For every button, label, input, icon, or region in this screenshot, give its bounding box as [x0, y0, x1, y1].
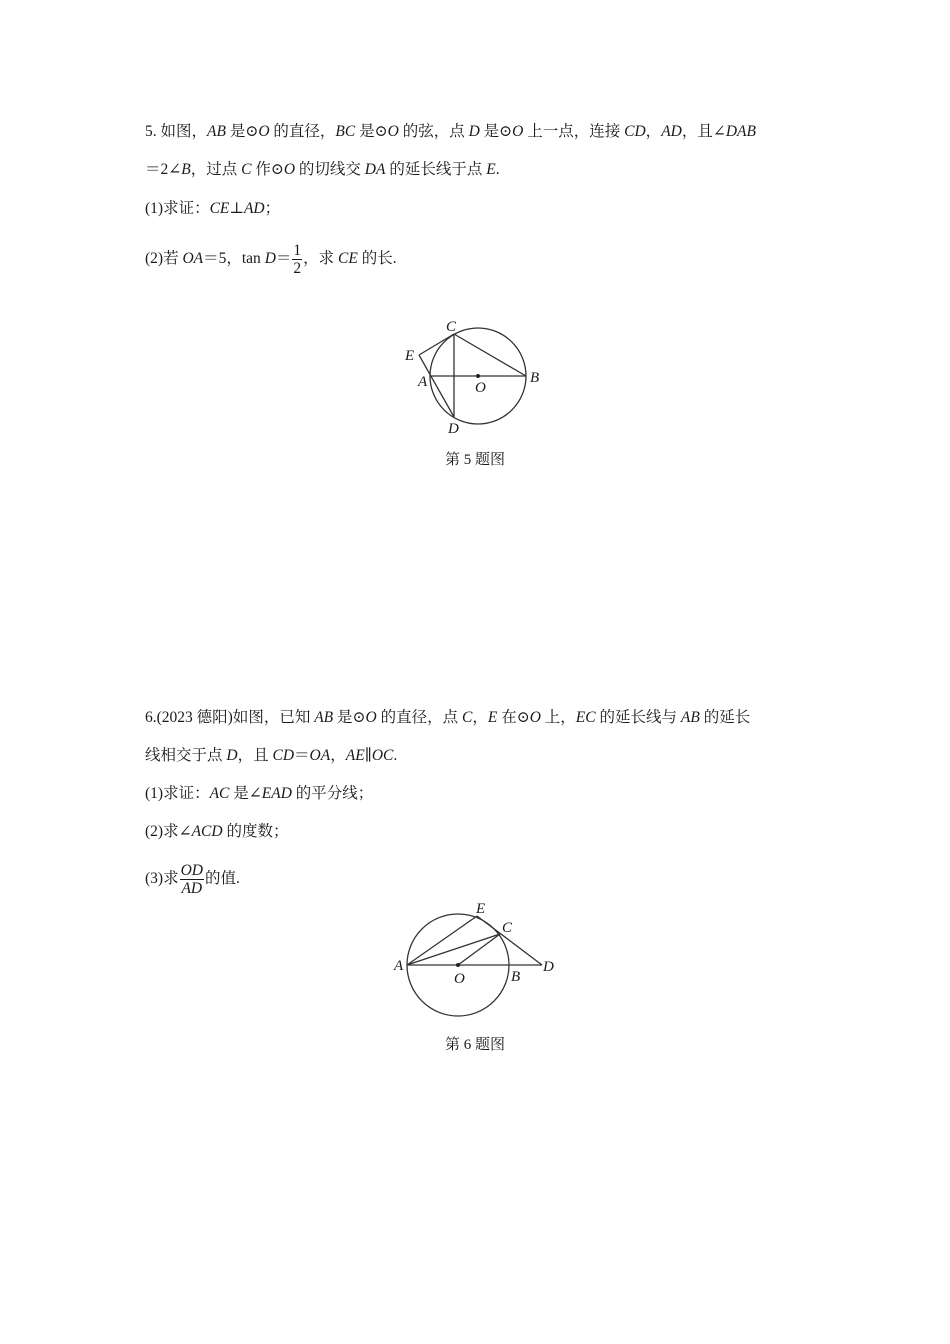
chord-ac: [407, 934, 500, 965]
problem5-question2: (2)若 OA＝5，tan D＝ $\frac{1}{2}$ ，求 CE 的长.: [145, 242, 397, 277]
problem6-line2: 线相交于点 D，且 CD＝OA，AE∥OC.: [145, 747, 398, 764]
label-a: A: [418, 374, 428, 390]
tangent-ce: [419, 334, 454, 355]
radius-oc: [458, 934, 500, 965]
label-o: O: [475, 380, 486, 396]
line-ead: [419, 355, 454, 417]
problem5-number: 5.: [145, 123, 157, 140]
label-c-6: C: [502, 920, 513, 936]
problem5-line2: ＝2∠B，过点 C 作⊙O 的切线交 DA 的延长线于点 E.: [145, 161, 500, 178]
problem6-question2: (2)求∠ACD 的度数；: [145, 823, 289, 840]
problem6-number: 6.: [145, 709, 157, 726]
label-c: C: [446, 319, 457, 335]
problem6-question3: (3)求 $\frac{OD}{AD}$ 的值.: [145, 862, 240, 897]
label-e: E: [405, 348, 415, 364]
fraction-one-half: $\frac{1}{2}$: [293, 242, 302, 277]
label-a-6: A: [394, 958, 404, 974]
label-b: B: [530, 370, 540, 386]
label-d: D: [448, 421, 459, 437]
chord-bc: [454, 334, 526, 376]
label-b-6: B: [511, 969, 521, 985]
line-ecd: [477, 916, 542, 965]
problem5-line1: 5. 如图，AB 是⊙O 的直径，BC 是⊙O 的弦，点 D 是⊙O 上一点，连接 CD，AD，且∠DAB: [145, 123, 756, 140]
fraction-od-ad: $\frac{OD}{AD}$: [180, 862, 203, 897]
circle-o-6: [407, 914, 509, 1016]
figure-6-caption: 第 6 题图: [444, 1037, 505, 1053]
problem6-line1: 6.(2023 德阳)如图，已知 AB 是⊙O 的直径，点 C，E 在⊙O 上，EC 的延长线与 AB 的延长: [145, 709, 751, 726]
label-d-6: D: [543, 959, 554, 975]
label-e-6: E: [476, 901, 486, 917]
center-point-o: [476, 374, 480, 378]
problem6-question1: (1)求证：AC 是∠EAD 的平分线；: [145, 785, 374, 802]
chord-ae: [407, 916, 477, 965]
problem5-question1: (1)求证：CE⊥AD；: [145, 200, 281, 217]
center-point-o-6: [456, 963, 460, 967]
circle-o: [430, 328, 526, 424]
label-o-6: O: [454, 971, 465, 987]
figure-5-caption: 第 5 题图: [444, 452, 505, 468]
problem6-source: (2023 德阳): [156, 709, 233, 726]
